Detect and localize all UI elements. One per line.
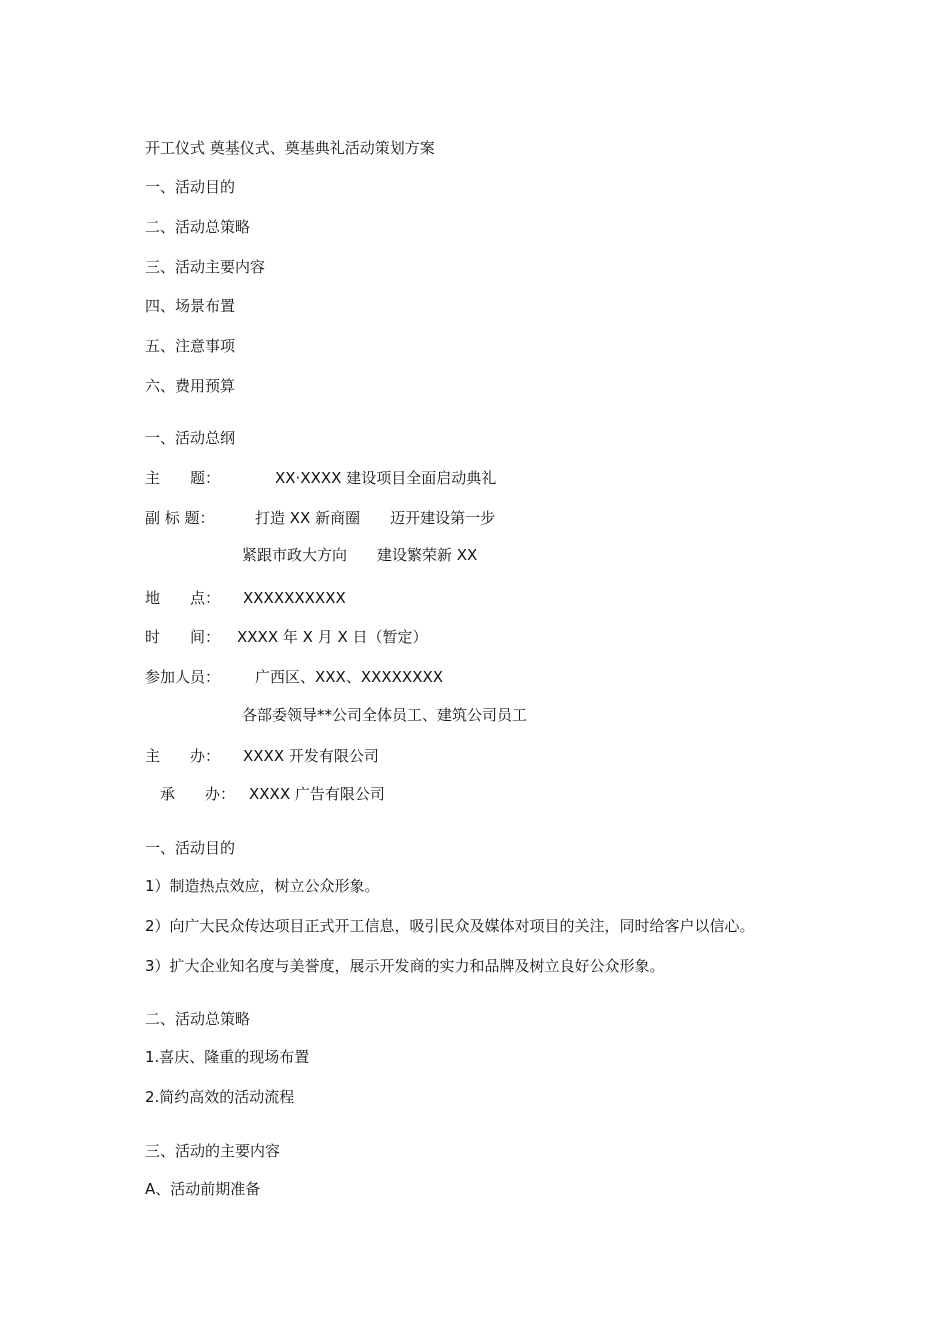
list-item: 2.简约高效的活动流程 [145,1088,295,1106]
section-heading: 三、活动的主要内容 [145,1142,281,1160]
attendees-label: 参加人员： [145,668,221,686]
toc-item: 四、场景布置 [145,297,236,315]
subtitle-line: 打造 XX 新商圈 迈开建设第一步 [255,509,496,527]
attendees-line: 各部委领导**公司全体员工、建筑公司员工 [242,706,528,724]
section-heading: 一、活动目的 [145,839,236,857]
organizer-label: 承 办： [160,785,236,803]
host-value: XXXX 开发有限公司 [243,747,379,765]
section-heading: 一、活动总纲 [145,429,236,447]
location-value: XXXXXXXXXX [243,589,346,607]
toc-item: 五、注意事项 [145,337,236,355]
toc-item: 六、费用预算 [145,377,236,395]
toc-item: 三、活动主要内容 [145,258,266,276]
sub-heading: A、活动前期准备 [145,1180,261,1198]
organizer-value: XXXX 广告有限公司 [249,785,385,803]
list-item: 1）制造热点效应，树立公众形象。 [145,877,380,895]
theme-label: 主 题： [145,469,221,487]
location-label: 地 点： [145,589,221,607]
section-heading: 二、活动总策略 [145,1010,251,1028]
subtitle-line: 紧跟市政大方向 建设繁荣新 XX [242,546,478,564]
toc-item: 二、活动总策略 [145,218,251,236]
list-item: 2）向广大民众传达项目正式开工信息，吸引民众及媒体对项目的关注，同时给客户以信心。 [145,917,755,935]
theme-value: XX·XXXX 建设项目全面启动典礼 [275,469,497,487]
subtitle-label: 副 标 题： [145,509,215,527]
attendees-line: 广西区、XXX、XXXXXXXX [255,668,444,686]
toc-item: 一、活动目的 [145,178,236,196]
time-value: XXXX 年 X 月 X 日（暂定） [237,628,428,646]
host-label: 主 办： [145,747,221,765]
time-label: 时 间： [145,628,221,646]
list-item: 3）扩大企业知名度与美誉度，展示开发商的实力和品牌及树立良好公众形象。 [145,957,665,975]
page-title: 开工仪式 奠基仪式、奠基典礼活动策划方案 [145,139,435,157]
list-item: 1.喜庆、隆重的现场布置 [145,1048,310,1066]
